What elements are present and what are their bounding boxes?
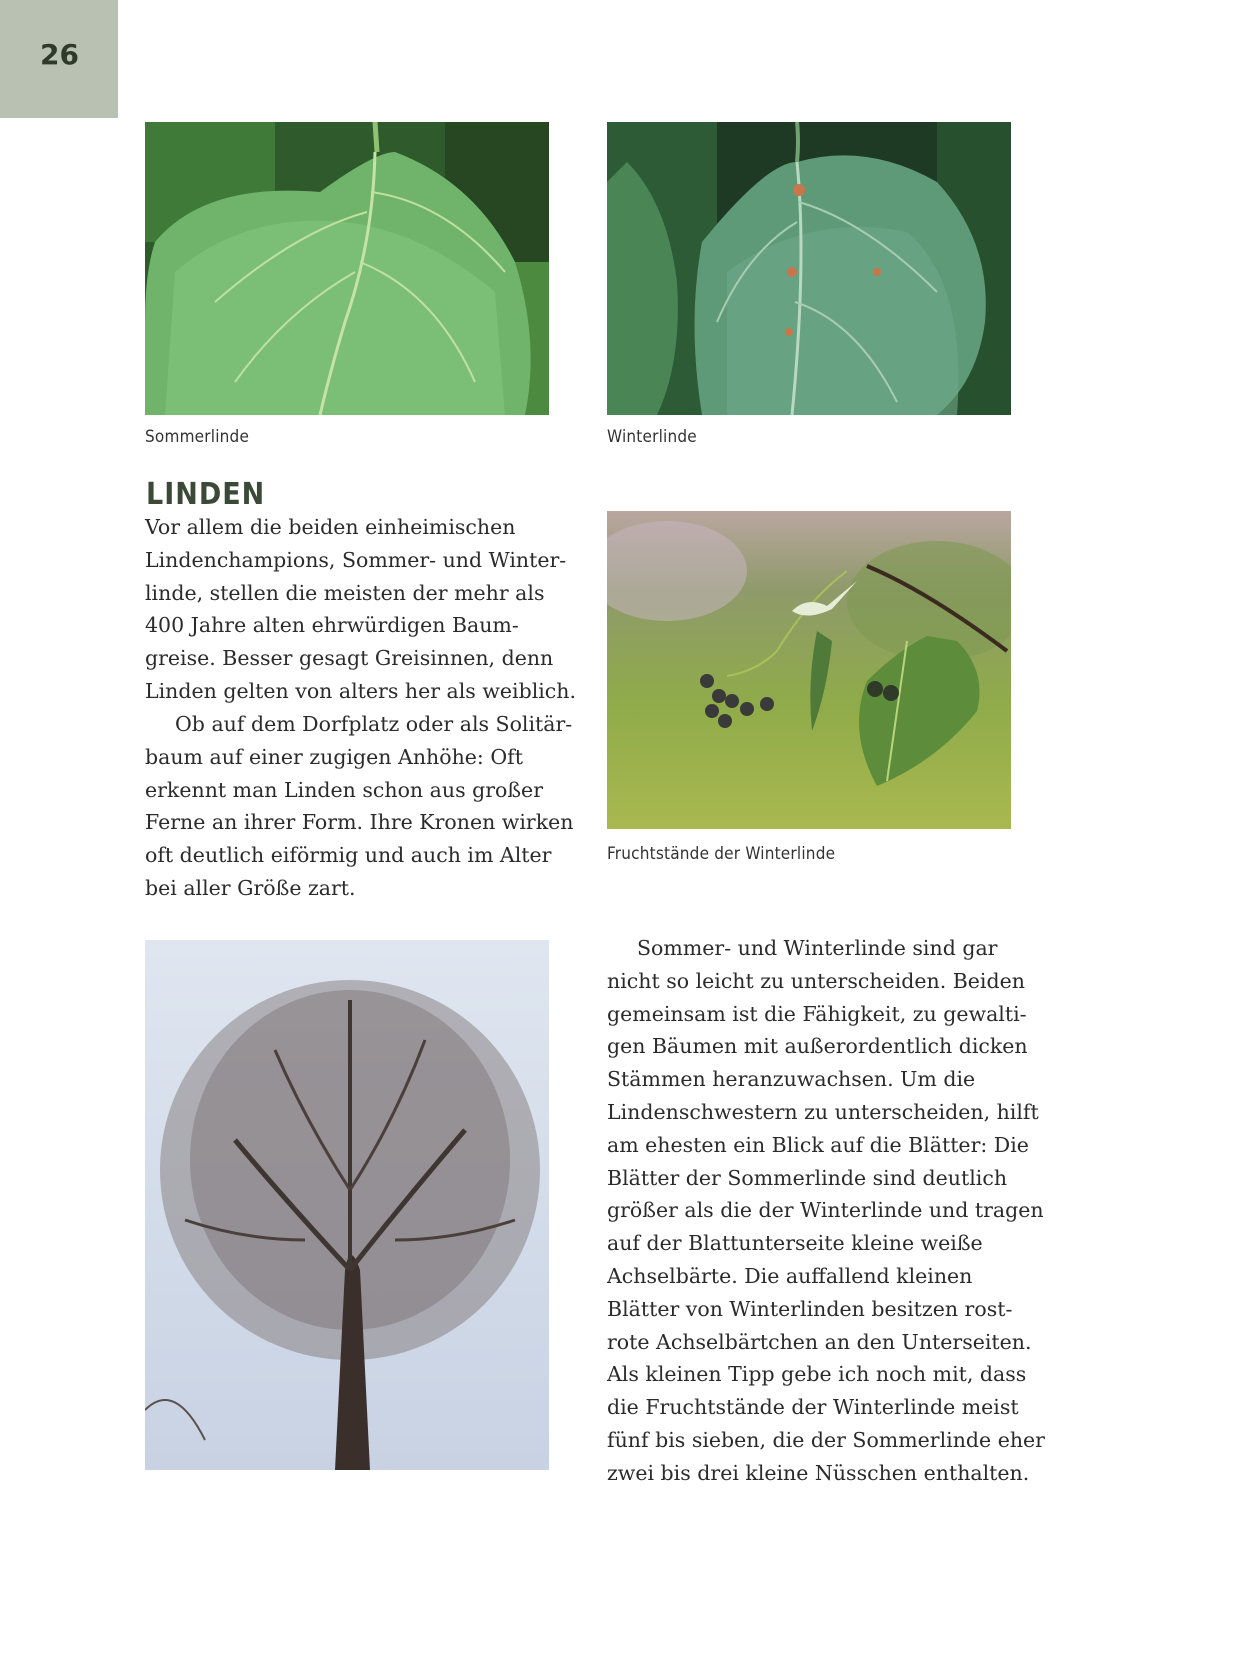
text-line: Sommer- und Winterlinde sind gar — [637, 936, 998, 960]
text-line: linde, stellen die meisten der mehr als — [145, 580, 545, 605]
text-line: Als kleinen Tipp gebe ich noch mit, dass — [607, 1362, 1027, 1387]
caption-fruchtstaende: Fruchtstände der Winterlinde — [607, 844, 836, 864]
text-line: Lindenschwestern zu unterscheiden, hilft — [607, 1099, 1039, 1124]
text-line: Ob auf dem Dorfplatz oder als Solitär- — [175, 712, 573, 736]
text-line: fünf bis sieben, die der Sommerlinde eher — [607, 1427, 1045, 1452]
text-line: größer als die der Winterlinde und tragen — [607, 1198, 1044, 1223]
text-line: Vor allem die beiden einheimischen — [145, 515, 516, 539]
text-line: die Fruchtstände der Winterlinde meist — [607, 1395, 1019, 1420]
text-line: Linden gelten von alters her als weiblich. — [145, 678, 577, 703]
text-line: Lindenchampions, Sommer- und Winter- — [145, 547, 567, 572]
text-line: Stämmen heranzuwachsen. Um die — [607, 1067, 976, 1092]
text-line: am ehesten ein Blick auf die Blätter: Die — [607, 1132, 1029, 1157]
text-line: baum auf einer zugigen Anhöhe: Oft — [145, 744, 523, 769]
text-line: greise. Besser gesagt Greisinnen, denn — [145, 646, 554, 671]
text-line: gen Bäumen mit außerordentlich dicken — [607, 1034, 1028, 1059]
photo-tree-crown — [145, 940, 549, 1470]
text-line: oft deutlich eiförmig und auch im Alter — [145, 843, 552, 868]
text-line: Achselbärte. Die auffallend kleinen — [607, 1263, 973, 1288]
text-line: zwei bis drei kleine Nüsschen enthalten. — [607, 1460, 1030, 1485]
text-line: Ferne an ihrer Form. Ihre Kronen wirken — [145, 810, 574, 835]
paragraph-1 — [145, 511, 576, 708]
photo-sommerlinde-leaf — [145, 122, 549, 415]
photo-winterlinde-leaf — [607, 122, 1011, 415]
section-heading: LINDEN — [146, 477, 266, 512]
caption-sommerlinde: Sommerlinde — [145, 427, 250, 447]
page-number: 26 — [40, 38, 79, 71]
text-line: nicht so leicht zu unterscheiden. Beiden — [607, 968, 1025, 993]
text-line: Blätter der Sommerlinde sind deutlich — [607, 1165, 1008, 1190]
text-line: erkennt man Linden schon aus großer — [145, 777, 543, 802]
paragraph-2 — [145, 708, 573, 905]
text-line: bei aller Größe zart. — [145, 875, 356, 900]
text-line: auf der Blattunterseite kleine weiße — [607, 1231, 983, 1256]
photo-fruchtstaende — [607, 511, 1011, 829]
text-line: 400 Jahre alten ehrwürdigen Baum- — [145, 613, 519, 638]
caption-winterlinde: Winterlinde — [607, 427, 697, 447]
text-line: gemeinsam ist die Fähigkeit, zu gewalti- — [607, 1001, 1027, 1026]
text-line: rote Achselbärtchen an den Unterseiten. — [607, 1329, 1032, 1354]
text-line: Blätter von Winterlinden besitzen rost- — [607, 1296, 1013, 1321]
paragraph-3 — [607, 932, 1045, 1490]
